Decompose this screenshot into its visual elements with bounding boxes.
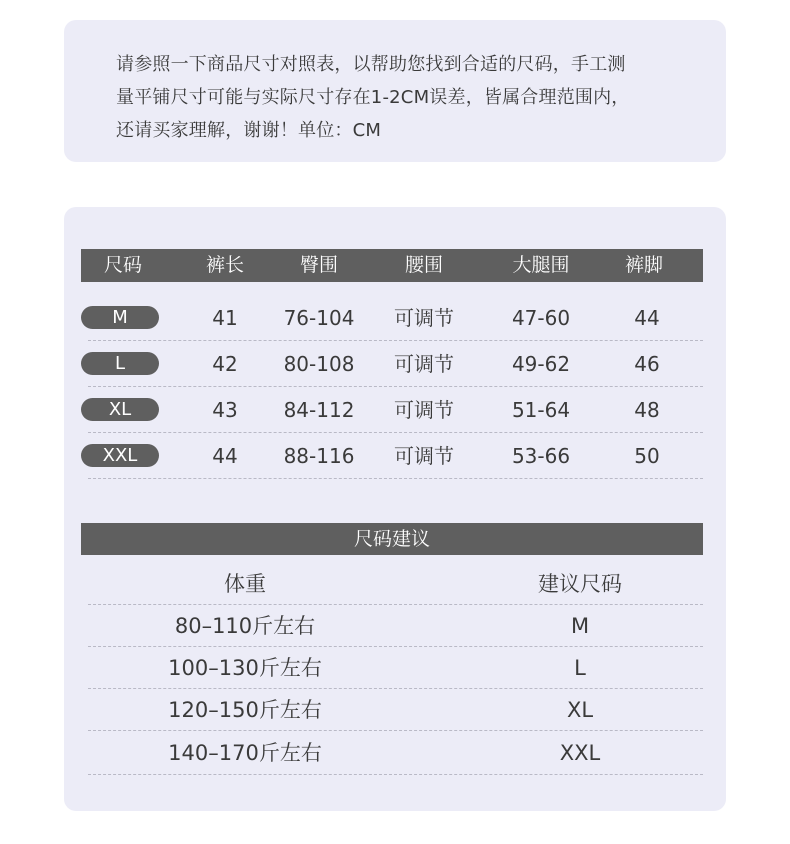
thigh-cell: 49-62 bbox=[511, 352, 571, 376]
recommendation-row bbox=[88, 731, 703, 775]
length-cell: 41 bbox=[212, 306, 238, 330]
recommendation-row bbox=[88, 647, 703, 689]
hip-cell: 76-104 bbox=[283, 306, 355, 330]
thigh-cell: 53-66 bbox=[511, 444, 571, 468]
suggested-size-cell: M bbox=[570, 614, 590, 638]
size-badge: XXL bbox=[81, 444, 159, 467]
size-table-header bbox=[81, 249, 703, 282]
waist-cell: 可调节 bbox=[394, 398, 454, 422]
header-length: 裤长 bbox=[205, 254, 245, 276]
header-hip: 臀围 bbox=[299, 254, 339, 276]
header-size: 尺码 bbox=[103, 254, 143, 276]
waist-cell: 可调节 bbox=[394, 306, 454, 330]
length-cell: 44 bbox=[212, 444, 238, 468]
size-row bbox=[88, 387, 703, 433]
header-suggested-size: 建议尺码 bbox=[538, 572, 622, 596]
hip-cell: 88-116 bbox=[283, 444, 355, 468]
hem-cell: 48 bbox=[634, 398, 660, 422]
hip-cell: 80-108 bbox=[283, 352, 355, 376]
waist-cell: 可调节 bbox=[394, 444, 454, 468]
suggested-size-cell: XL bbox=[566, 698, 594, 722]
size-row bbox=[88, 341, 703, 387]
suggested-size-cell: L bbox=[574, 656, 586, 680]
thigh-cell: 51-64 bbox=[511, 398, 571, 422]
header-weight: 体重 bbox=[224, 572, 266, 596]
length-cell: 43 bbox=[212, 398, 238, 422]
hem-cell: 46 bbox=[634, 352, 660, 376]
size-chart-card bbox=[64, 207, 726, 811]
weight-cell: 140–170斤左右 bbox=[168, 741, 322, 765]
recommendation-header-row bbox=[88, 563, 703, 605]
hem-cell: 50 bbox=[634, 444, 660, 468]
length-cell: 42 bbox=[212, 352, 238, 376]
notice-box bbox=[64, 20, 726, 162]
thigh-cell: 47-60 bbox=[511, 306, 571, 330]
hip-cell: 84-112 bbox=[283, 398, 355, 422]
recommendation-row bbox=[88, 605, 703, 647]
weight-cell: 80–110斤左右 bbox=[174, 614, 316, 638]
weight-cell: 120–150斤左右 bbox=[168, 698, 322, 722]
header-thigh: 大腿围 bbox=[512, 254, 570, 276]
recommendation-row bbox=[88, 689, 703, 731]
notice-text: 请参照一下商品尺寸对照表，以帮助您找到合适的尺码，手工测 量平铺尺寸可能与实际尺寸存在1-2CM误差，皆属合理范围内， 还请买家理解，谢谢！单位：CM bbox=[116, 54, 630, 141]
waist-cell: 可调节 bbox=[394, 352, 454, 376]
weight-cell: 100–130斤左右 bbox=[168, 656, 322, 680]
hem-cell: 44 bbox=[634, 306, 660, 330]
size-row bbox=[88, 295, 703, 341]
suggested-size-cell: XXL bbox=[559, 741, 601, 765]
size-badge: XL bbox=[81, 398, 159, 421]
size-badge: M bbox=[81, 306, 159, 329]
size-badge: L bbox=[81, 352, 159, 375]
header-hem: 裤脚 bbox=[624, 254, 664, 276]
size-row bbox=[88, 433, 703, 479]
header-waist: 腰围 bbox=[404, 254, 444, 276]
recommendation-title: 尺码建议 bbox=[81, 523, 703, 555]
